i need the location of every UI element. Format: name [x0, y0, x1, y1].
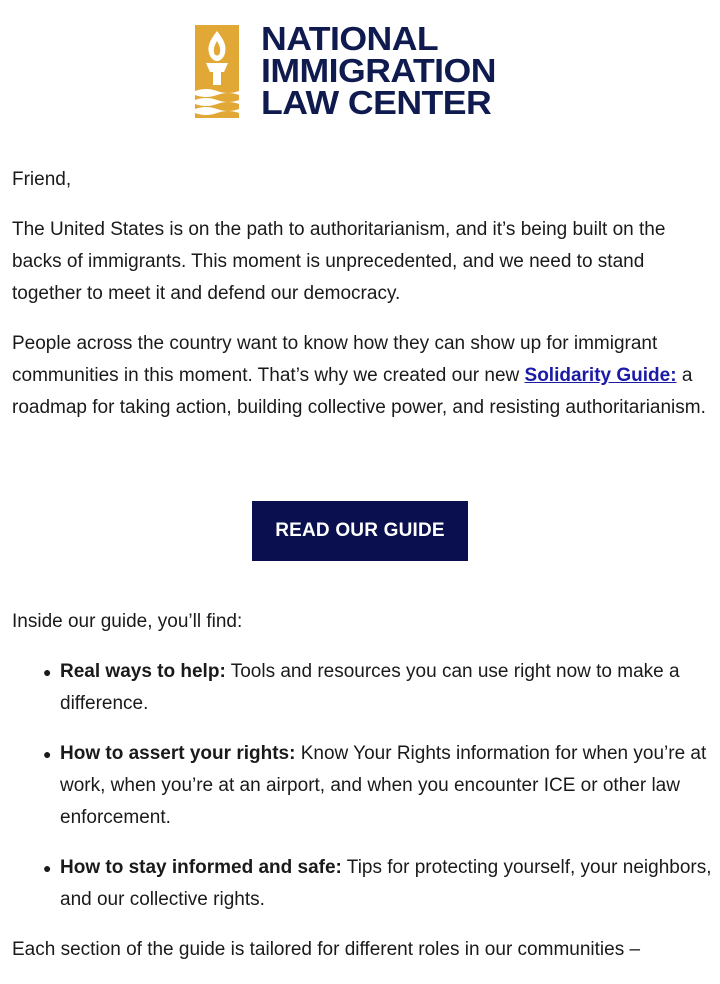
torch-icon [195, 25, 239, 118]
bullet-icon: ● [43, 746, 52, 762]
bullet-icon: ● [43, 664, 52, 680]
logo-line-1: NATIONAL [261, 20, 439, 57]
paragraph-2 [12, 328, 712, 424]
read-guide-button[interactable]: READ OUR GUIDE [252, 501, 468, 561]
list-intro: Inside our guide, you’ll find: [12, 611, 243, 632]
feature-list [12, 656, 712, 916]
list-item-title: How to assert your rights: [60, 743, 296, 764]
paragraph-1: The United States is on the path to authoritarianism, and it’s being built on the backs of immigrants. This moment is unprecedented, and we need to stand together to meet it and defend our democracy. [12, 219, 666, 304]
nilc-logo[interactable] [195, 20, 496, 121]
greeting: Friend, [12, 169, 72, 190]
list-item-text: Know Your Rights information for when you’re at work, when you’re at an airport, and when you encounter ICE or other law enforcement. [60, 743, 707, 828]
list-item [43, 852, 712, 916]
logo-line-2: IMMIGRATION [261, 52, 496, 89]
list-item-title: How to stay informed and safe: [60, 857, 342, 878]
logo-line-3: LAW CENTER [261, 84, 492, 121]
list-item-text: Tips for protecting yourself, your neighbors, and our collective rights. [60, 857, 712, 910]
list-item [43, 738, 712, 834]
list-item [43, 656, 712, 720]
list-item-text: Tools and resources you can use right now to make a difference. [60, 661, 680, 714]
solidarity-guide-link[interactable]: Solidarity Guide: [524, 365, 677, 386]
email-header [0, 0, 720, 150]
paragraph-2-after: a roadmap for taking action, building collective power, and resisting authoritarianism. [12, 365, 706, 418]
bullet-icon: ● [43, 860, 52, 876]
cta-container [252, 501, 468, 561]
email-body-top [12, 164, 712, 442]
logo-wordmark [261, 20, 496, 121]
list-item-title: Real ways to help: [60, 661, 226, 682]
closing-paragraph: Each section of the guide is tailored for different roles in our communities – [12, 939, 641, 960]
paragraph-2-before: People across the country want to know how they can show up for immigrant communities in this moment. That’s why we created our new [12, 333, 658, 386]
email-body-bottom [12, 606, 712, 984]
